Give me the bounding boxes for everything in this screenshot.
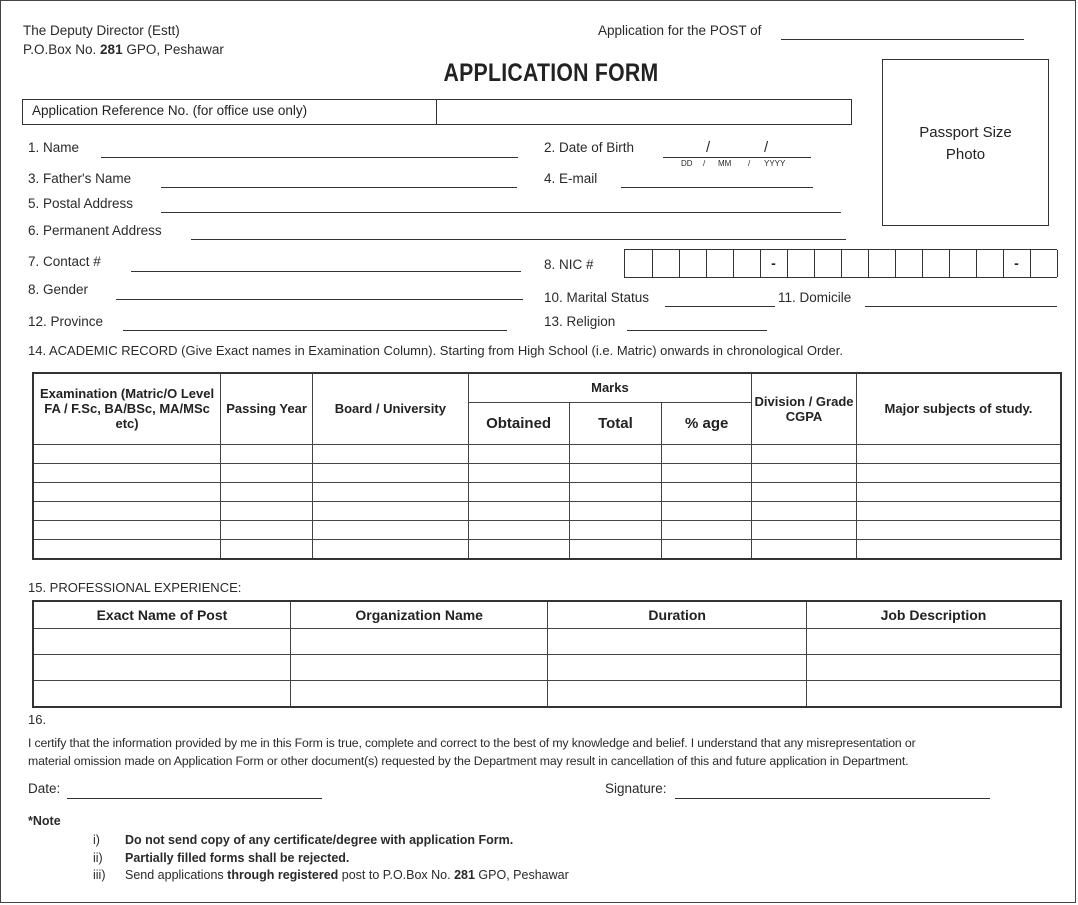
nic-digit-box[interactable] [733,250,761,277]
note-iii-suffix: GPO, Peshawar [474,868,569,882]
nic-digit-box[interactable] [679,250,707,277]
dob-format-mm: MM [718,159,732,168]
note-i-number: i) [93,833,100,847]
academic-cell[interactable] [569,482,662,501]
experience-cell[interactable] [290,629,548,655]
academic-cell[interactable] [662,539,752,559]
academic-cell[interactable] [312,463,468,482]
nic-digit-box[interactable] [841,250,869,277]
experience-cell[interactable] [33,681,290,708]
gender-label: 8. Gender [28,282,89,297]
province-label: 12. Province [28,314,104,329]
academic-cell[interactable] [752,463,857,482]
dob-format-sep-1: / [703,159,706,168]
academic-cell[interactable] [221,444,313,463]
reference-box [22,99,852,125]
experience-cell[interactable] [548,655,806,681]
academic-cell[interactable] [752,539,857,559]
experience-cell[interactable] [290,655,548,681]
post-label: Application for the POST of [598,23,762,38]
contact-field[interactable] [131,271,521,272]
experience-cell[interactable] [548,629,806,655]
nic-digit-box[interactable]: - [1003,250,1031,277]
col-organization: Organization Name [290,601,548,629]
nic-digit-box[interactable] [895,250,923,277]
experience-cell[interactable] [806,655,1061,681]
note-iii-number: iii) [93,868,106,882]
academic-cell[interactable] [856,539,1061,559]
academic-cell[interactable] [33,463,221,482]
nic-boxes[interactable] [624,249,1057,278]
academic-cell[interactable] [662,482,752,501]
date-field[interactable] [67,798,322,799]
religion-field[interactable] [627,330,767,331]
col-major-subjects: Major subjects of study. [856,373,1061,444]
academic-row [33,520,1061,539]
academic-cell[interactable] [33,482,221,501]
note-title: *Note [28,814,61,828]
academic-row [33,482,1061,501]
reference-label: Application Reference No. (for office use only) [32,103,308,118]
experience-cell[interactable] [806,629,1061,655]
addressee-box-prefix: P.O.Box No. [23,42,101,57]
note-iii-middle: post to P.O.Box No. [338,868,455,882]
note-iii-text [125,868,569,882]
dob-format-yyyy: YYYY [764,159,786,168]
academic-cell[interactable] [312,501,468,520]
addressee-box-number: 281 [100,42,123,57]
academic-cell[interactable] [662,520,752,539]
permanent-address-field[interactable] [191,239,846,240]
academic-cell[interactable] [569,539,662,559]
declaration-line1: I certify that the information provided by me in this Form is true, complete and correct to the best of my knowledge and belief. I understand that any misrepresentation or [28,736,916,750]
declaration-number: 16. [28,712,47,727]
nic-digit-box[interactable] [652,250,680,277]
note-iii-prefix: Send applications [125,868,228,882]
reference-field[interactable] [437,100,851,124]
academic-cell[interactable] [33,539,221,559]
academic-cell[interactable] [662,463,752,482]
col-obtained: Obtained [468,402,569,444]
academic-cell[interactable] [33,501,221,520]
note-ii-number: ii) [93,851,103,865]
marital-status-field[interactable] [665,306,775,307]
academic-cell[interactable] [468,444,569,463]
academic-cell[interactable] [752,482,857,501]
col-marks: Marks [468,373,751,402]
experience-row [33,681,1061,708]
nic-digit-box[interactable] [976,250,1004,277]
email-label: 4. E-mail [544,171,598,186]
photo-caption-line1: Passport Size [919,124,1012,141]
experience-cell[interactable] [33,655,290,681]
name-label: 1. Name [28,140,80,155]
email-field[interactable] [621,187,813,188]
col-total: Total [569,402,662,444]
experience-row [33,655,1061,681]
academic-cell[interactable] [468,463,569,482]
experience-cell[interactable] [548,681,806,708]
experience-cell[interactable] [33,629,290,655]
nic-digit-box[interactable] [1030,250,1058,277]
nic-digit-box[interactable]: - [760,250,788,277]
contact-label: 7. Contact # [28,254,101,269]
domicile-field[interactable] [865,306,1057,307]
nic-label: 8. NIC # [544,257,594,272]
professional-experience-table [32,600,1062,708]
province-field[interactable] [123,330,507,331]
addressee-line2 [23,42,224,57]
note-i-text: Do not send copy of any certificate/degree with application Form. [125,833,514,847]
academic-cell[interactable] [221,520,313,539]
academic-cell[interactable] [33,520,221,539]
academic-cell[interactable] [312,444,468,463]
academic-cell[interactable] [221,539,313,559]
gender-field[interactable] [116,299,523,300]
religion-label: 13. Religion [544,314,616,329]
academic-cell[interactable] [856,520,1061,539]
passport-photo-box[interactable] [882,59,1049,226]
academic-cell[interactable] [569,520,662,539]
academic-row [33,444,1061,463]
experience-row [33,629,1061,655]
experience-cell[interactable] [290,681,548,708]
academic-row [33,539,1061,559]
dob-label: 2. Date of Birth [544,140,635,155]
col-duration: Duration [548,601,806,629]
col-examination: Examination (Matric/O Level FA / F.Sc, BA/BSc, MA/MSc etc) [33,373,221,444]
academic-cell[interactable] [468,501,569,520]
dob-field[interactable] [663,157,811,158]
academic-record-table [32,372,1062,560]
academic-cell[interactable] [569,444,662,463]
name-field[interactable] [101,157,518,158]
dob-sep-1: / [706,139,711,156]
dob-format-sep-2: / [748,159,751,168]
academic-cell[interactable] [856,482,1061,501]
note-iii-bold: through registered [227,868,339,882]
marital-status-label: 10. Marital Status [544,290,650,305]
academic-cell[interactable] [856,444,1061,463]
academic-cell[interactable] [221,463,313,482]
post-field[interactable] [781,39,1024,40]
academic-cell[interactable] [856,501,1061,520]
nic-digit-box[interactable] [625,250,653,277]
postal-address-field[interactable] [161,212,841,213]
domicile-label: 11. Domicile [778,290,852,305]
col-division-grade: Division / Grade CGPA [752,373,857,444]
col-percentage: % age [662,402,752,444]
dob-format-dd: DD [681,159,693,168]
academic-cell[interactable] [468,482,569,501]
academic-cell[interactable] [468,539,569,559]
academic-cell[interactable] [312,539,468,559]
addressee-line1: The Deputy Director (Estt) [23,23,180,38]
academic-cell[interactable] [468,520,569,539]
photo-caption-line2: Photo [945,146,986,163]
academic-cell[interactable] [312,482,468,501]
signature-field[interactable] [675,798,990,799]
academic-cell[interactable] [752,444,857,463]
nic-digit-box[interactable] [922,250,950,277]
academic-cell[interactable] [569,463,662,482]
postal-address-label: 5. Postal Address [28,196,134,211]
date-label: Date: [28,781,61,796]
addressee-box-suffix: GPO, Peshawar [122,42,224,57]
academic-cell[interactable] [569,501,662,520]
col-passing-year: Passing Year [221,373,313,444]
nic-digit-box[interactable] [868,250,896,277]
nic-digit-box[interactable] [814,250,842,277]
academic-row [33,463,1061,482]
father-name-field[interactable] [161,187,517,188]
photo-caption [883,122,1048,166]
academic-row [33,501,1061,520]
experience-cell[interactable] [806,681,1061,708]
col-job-description: Job Description [806,601,1061,629]
nic-digit-box[interactable] [949,250,977,277]
col-board-university: Board / University [312,373,468,444]
signature-label: Signature: [605,781,667,796]
nic-digit-box[interactable] [787,250,815,277]
dob-sep-2: / [764,139,769,156]
professional-experience-heading: 15. PROFESSIONAL EXPERIENCE: [28,580,242,595]
academic-cell[interactable] [221,482,313,501]
academic-record-heading: 14. ACADEMIC RECORD (Give Exact names in Examination Column). Starting from High School (i.e. Matric) onwards in chronological Order. [28,343,843,358]
academic-cell[interactable] [752,501,857,520]
father-name-label: 3. Father's Name [28,171,132,186]
academic-cell[interactable] [662,444,752,463]
academic-cell[interactable] [856,463,1061,482]
declaration-line2: material omission made on Application Form or other document(s) requested by the Department may result in cancellation of this and future application in Department. [28,754,909,768]
academic-cell[interactable] [662,501,752,520]
form-title: APPLICATION FORM [443,59,659,87]
academic-cell[interactable] [221,501,313,520]
permanent-address-label: 6. Permanent Address [28,223,162,238]
academic-cell[interactable] [33,444,221,463]
nic-digit-box[interactable] [706,250,734,277]
academic-cell[interactable] [312,520,468,539]
col-exact-post: Exact Name of Post [33,601,290,629]
note-iii-box-number: 281 [454,868,475,882]
academic-cell[interactable] [752,520,857,539]
note-ii-text: Partially filled forms shall be rejected. [125,851,350,865]
